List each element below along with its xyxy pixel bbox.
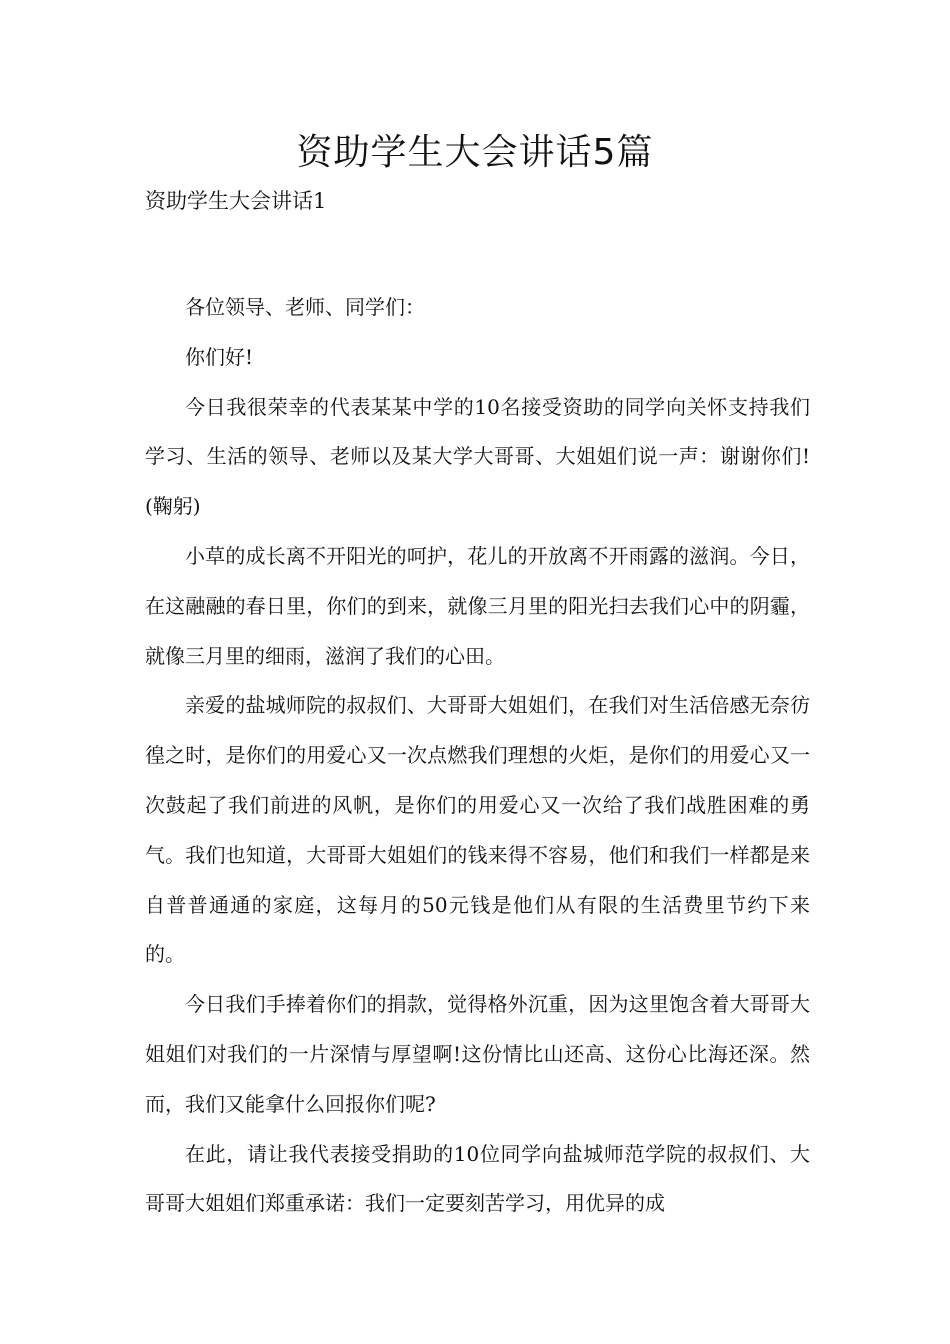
paragraph: 今日我们手捧着你们的捐款，觉得格外沉重，因为这里饱含着大哥哥大姐姐们对我们的一片深情与厚望啊!这份情比山还高、这份心比海还深。然而，我们又能拿什么回报你们呢?: [145, 992, 810, 1116]
document-body: [145, 283, 810, 1229]
document-title: 资助学生大会讲话5篇: [296, 132, 654, 173]
paragraph: 在此，请让我代表接受捐助的10位同学向盐城师范学院的叔叔们、大哥哥大姐姐们郑重承诺：我们一定要刻苦学习，用优异的成: [145, 1141, 810, 1216]
paragraph: 小草的成长离不开阳光的呵护，花儿的开放离不开雨露的滋润。今日，在这融融的春日里，你们的到来，就像三月里的阳光扫去我们心中的阴霾，就像三月里的细雨，滋润了我们的心田。: [145, 543, 810, 668]
paragraph-greeting: 你们好!: [185, 344, 254, 369]
section-heading: 资助学生大会讲话1: [145, 189, 327, 213]
paragraph: 亲爱的盐城师院的叔叔们、大哥哥大姐姐们，在我们对生活倍感无奈彷徨之时，是你们的用爱心又一次点燃我们理想的火炬，是你们的用爱心又一次鼓起了我们前进的风帆，是你们的用爱心又一次给了我们战胜困难的勇气。我们也知道，大哥哥大姐姐们的钱来得不容易，他们和我们一样都是来自普普通通的家庭，这每月的50元钱是他们从有限的生活费里节约下来的。: [145, 693, 810, 967]
paragraph: 今日我很荣幸的代表某某中学的10名接受资助的同学向关怀支持我们学习、生活的领导、老师以及某大学大哥哥、大姐姐们说一声：谢谢你们!(鞠躬): [145, 394, 810, 519]
paragraph-salutation: 各位领导、老师、同学们：: [185, 295, 425, 319]
